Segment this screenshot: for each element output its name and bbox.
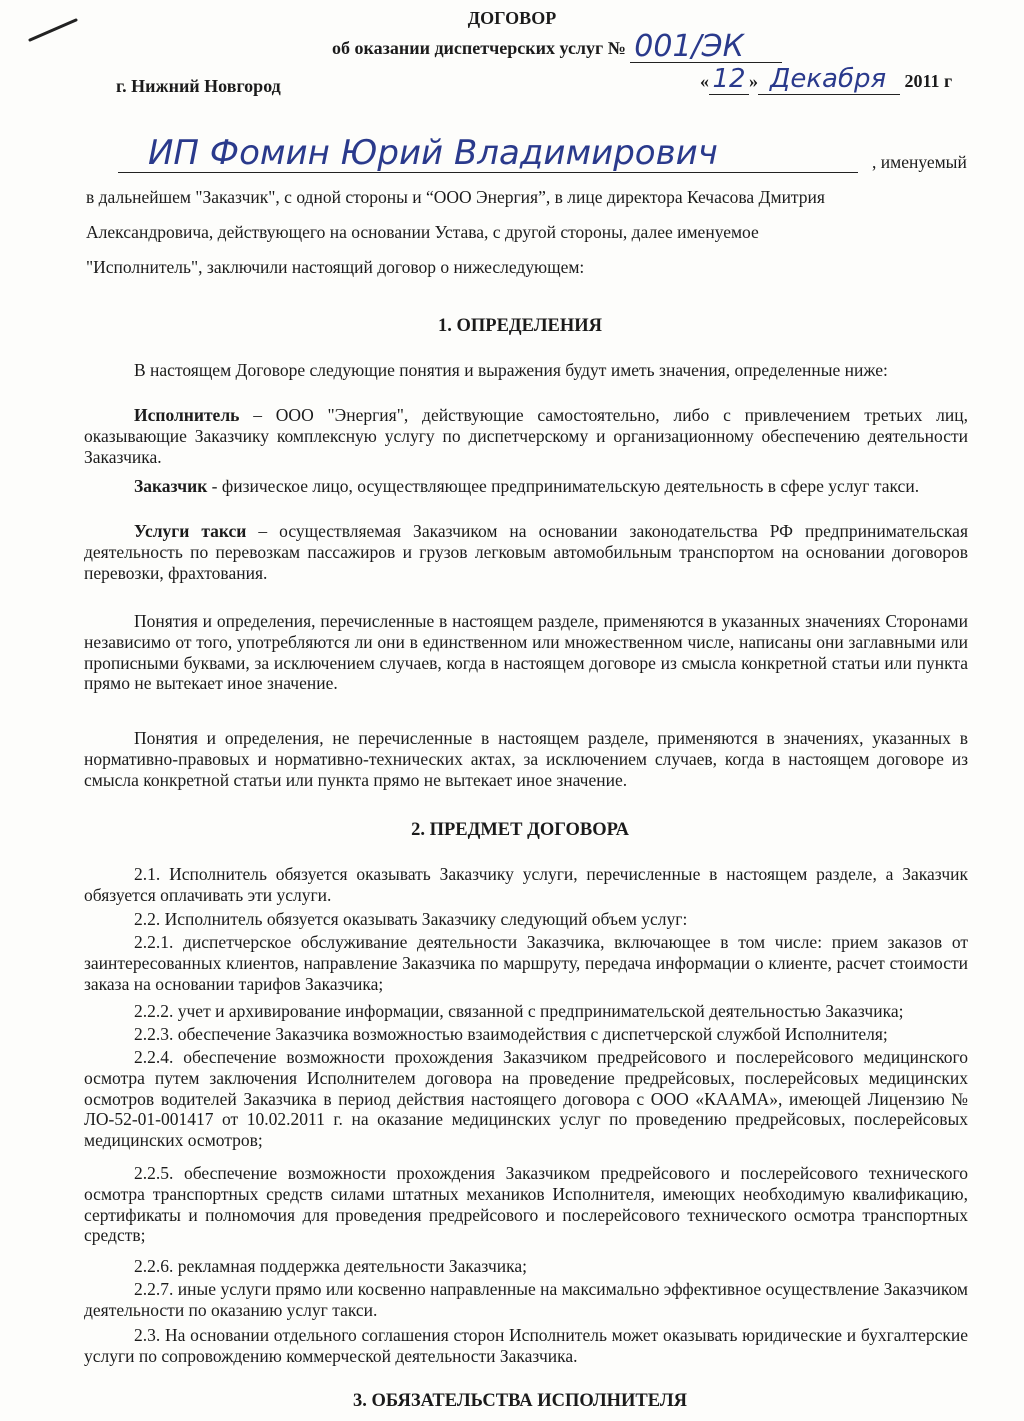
contract-number-handwritten: 001/ЭК [630,32,782,63]
customer-name-field [118,134,868,173]
clause-2-2-5: 2.2.5. обеспечение возможности прохождения Заказчиком предрейсового и послерейсового технического осмотра транспортных средств силами штатных механиков Исполнителя, имеющих необходимую квалификацию, сертификаты и полномочия для проведения предрейсового и послерейсового технического осмотра транспортных средств; [84,1163,968,1246]
definition-executor-text: – ООО "Энергия", действующие самостоятельно, либо с привлечением третьих лиц, оказывающие Заказчику комплексную услугу по диспетчерскому и организационному обеспечению деятельности Заказчика. [84,405,968,467]
parties-line2: в дальнейшем "Заказчик", с одной стороны и “ООО Энергия”, в лице директора Кечасова Дмитрия [86,187,825,207]
section3-heading: 3. ОБЯЗАТЕЛЬСТВА ИСПОЛНИТЕЛЯ [353,1391,687,1411]
parties-line1-tail: , именуемый [872,152,967,172]
customer-name-handwritten: ИП Фомин Юрий Владимирович [118,134,858,173]
section1-intro: В настоящем Договоре следующие понятия и выражения будут иметь значения, определенные ниже: [134,360,888,380]
definition-customer [84,476,968,497]
clause-2-2: 2.2. Исполнитель обязуется оказывать Заказчику следующий объем услуг: [134,909,688,929]
definition-taxi-services [84,521,968,583]
parties-line4: "Исполнитель", заключили настоящий договор о нижеследующем: [86,257,585,277]
date-month-handwritten: Декабря [758,64,900,95]
contract-subtitle [332,29,782,64]
contract-subtitle-text: об оказании диспетчерских услуг № [332,38,626,58]
clause-2-2-1: 2.2.1. диспетчерское обслуживание деятельности Заказчика, включающее в том числе: прием заказов от заинтересованных клиентов, направление Заказчика по маршруту, передача информации о клиенте, расчет стоимости заказа на основании тарифов Заказчика; [84,932,968,994]
date-close-quote: » [749,71,758,91]
clause-2-2-2: 2.2.2. учет и архивирование информации, связанной с предпринимательской деятельностью Заказчика; [134,1001,904,1021]
date-year: 2011 г [904,71,953,91]
clause-2-1: 2.1. Исполнитель обязуется оказывать Заказчику услуги, перечисленные в настоящем разделе, а Заказчик обязуется оплачивать эти услуги. [84,864,968,905]
clause-2-2-4: 2.2.4. обеспечение возможности прохождения Заказчиком предрейсового и послерейсового медицинского осмотра путем заключения Исполнителем договора на проведение предрейсовых, послерейсовых медицинских осмотров водителей Заказчика в период действия настоящего договора с ООО «КААМА», имеющей Лицензию № ЛО-52-01-001417 от 10.02.2011 г. на оказание медицинских услуг по проведению предрейсовых, послерейсовых медицинских осмотров; [84,1047,968,1151]
definition-taxi-term: Услуги такси [134,521,247,541]
section1-para1: Понятия и определения, перечисленные в настоящем разделе, применяются в указанных значениях Сторонами независимо от того, употребляются ли они в единственном или множественном числе, написаны они заглавными или прописными буквами, за исключением случаев, когда в настоящем договоре из смысла конкретной статьи или пункта прямо не вытекает иное значение. [84,611,968,694]
definition-customer-term: Заказчик [134,476,208,496]
definition-executor-term: Исполнитель [134,405,240,425]
section1-heading: 1. ОПРЕДЕЛЕНИЯ [437,316,602,336]
clause-2-2-3: 2.2.3. обеспечение Заказчика возможностью взаимодействия с диспетчерской службой Исполнителя; [134,1024,888,1044]
parties-line3: Александровича, действующего на основании Устава, с другой стороны, далее именуемое [86,222,759,242]
definition-customer-text: - физическое лицо, осуществляющее предпринимательскую деятельность в сфере услуг такси. [207,476,920,496]
definition-executor [84,405,968,467]
city-label: г. Нижний Новгород [116,76,281,96]
contract-date [700,64,952,95]
clause-2-2-6: 2.2.6. рекламная поддержка деятельности Заказчика; [134,1256,527,1276]
definition-taxi-text: – осуществляемая Заказчиком на основании законодательства РФ предпринимательская деятельность по перевозкам пассажиров и грузов легковым автомобильным транспортом на основании договоров перевозки, фрахтования. [84,521,968,583]
section1-para2: Понятия и определения, не перечисленные в настоящем разделе, применяются в значениях, указанных в нормативно-правовых и нормативно-технических актах, за исключением случаев, когда в настоящем договоре из смысла конкретной статьи или пункта прямо не вытекает иное значение. [84,728,968,790]
contract-title: ДОГОВОР [467,8,557,28]
date-day-handwritten: 12 [709,64,749,95]
clause-2-2-7: 2.2.7. иные услуги прямо или косвенно направленные на максимально эффективное осуществление Заказчиком деятельности по оказанию услуг такси. [84,1279,968,1320]
clause-2-3: 2.3. На основании отдельного соглашения сторон Исполнитель может оказывать юридические и бухгалтерские услуги по сопровождению коммерческой деятельности Заказчика. [84,1325,968,1366]
section2-heading: 2. ПРЕДМЕТ ДОГОВОРА [411,820,629,840]
date-open-quote: « [700,71,709,91]
